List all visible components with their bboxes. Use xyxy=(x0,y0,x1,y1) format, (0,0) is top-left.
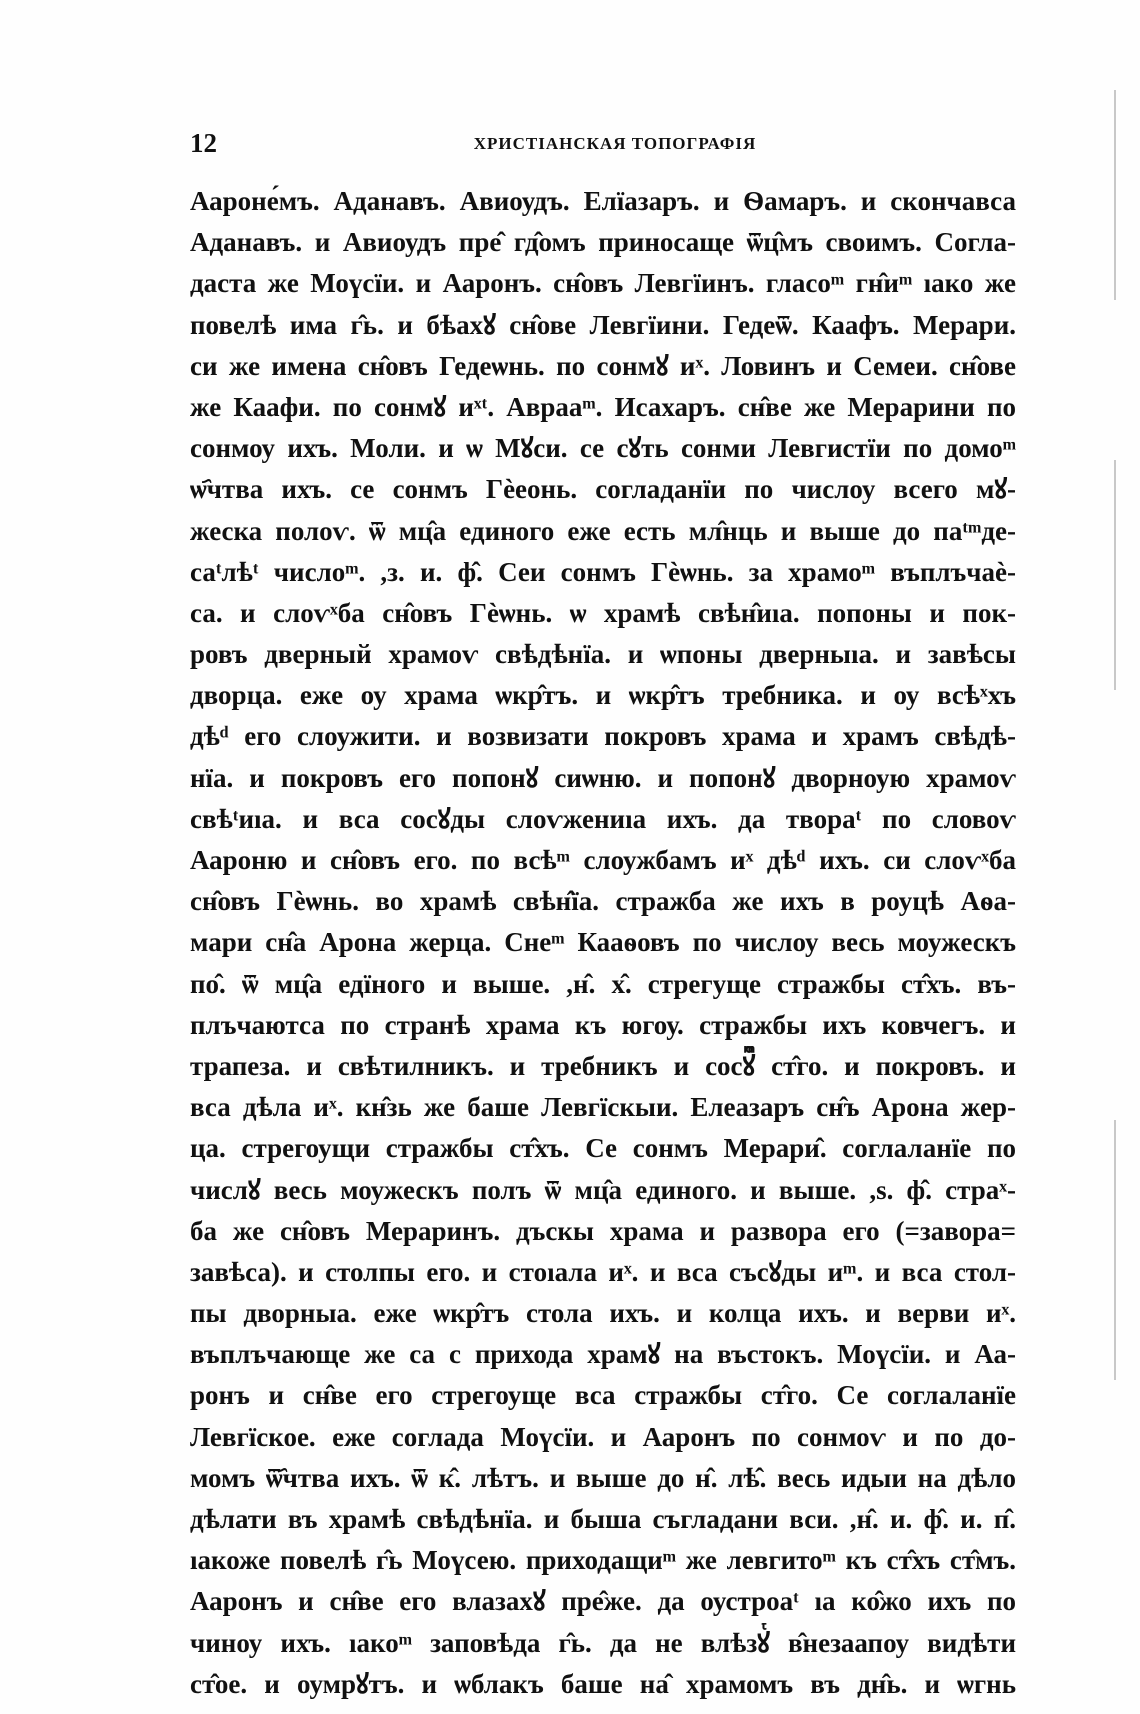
text-line: ровъ дверный храмоѵ свѣдѣнїа. и ѡпоны дверныıа. и завѣсы xyxy=(190,639,1016,670)
text-line: Ааронъ и сн̂ве его влазахꙋ пре̂же. да оустроа͏ͭ ıа ко̂жо ихъ по xyxy=(190,1586,1016,1617)
text-line: дворца. еже оу храма ѡкр̂тъ. и ѡкр̂тъ требника. и оу всѣ͏ͯхъ xyxy=(190,680,1016,711)
text-line: ронъ и сн̂ве его стрегоуще вса стражбы ст̂го. Се соглаланїе xyxy=(190,1380,1016,1411)
text-line: даста же Моүсїи. и Ааронъ. сн̂овъ Левгїинъ. гласо͏ͫ гн̂иͫ ıако же xyxy=(190,268,1016,299)
text-line: Аароне́мъ. Аданавъ. Авиоудъ. Елїазаръ. и Ѳамаръ. и скончавса xyxy=(190,186,1016,216)
text-line: чиноу ихъ. ıако͏ͫ заповѣда г̂ь. да не влѣзꙋ͏ͭ в̂незаапоу видѣти xyxy=(190,1627,1016,1658)
running-title: ХРИСТІАНСКАЯ ТОПОГРАФІЯ xyxy=(473,134,757,153)
text-line: ѡ҄чтва ихъ. се сонмъ Гѐеонь. согладанїи по числоу всего мꙋ- xyxy=(190,474,1016,505)
page-number: 12 xyxy=(190,128,217,158)
text-line: свѣ͏ͭиıа. и вса сосꙋды слоѵжениıа ихъ. да твора͏ͭ по словоѵ xyxy=(190,803,1016,834)
text-line: нїа. и покровъ его попонꙋ сиѡню. и попонꙋ дворноую храмоѵ xyxy=(190,762,1016,793)
text-line: по̂. ѿ мц̂а едїного и выше. ,н̂. х̂. стрегуще стражбы ст̂хъ. въ- xyxy=(190,968,1016,999)
text-line: ıакоже повелѣ г̂ь Моүсею. приходащи͏ͫ же левгито͏ͫ къ ст̂хъ ст̂мъ. xyxy=(190,1545,1016,1576)
text-line: сн̂овъ Гѐѡнь. во храмѣ свѣн̂їа. стражба же ихъ в роуцѣ Аѳа- xyxy=(190,886,1016,917)
text-line: сонмоу ихъ. Моли. и ѡ Мꙋси. се сꙋть сонми Левгистїи по домо͏ͫ xyxy=(190,433,1016,464)
text-line: ст̂ое. и оумрꙋтъ. и ѡблакъ баше на̂ храмомъ въ дн̂ь. и ѡгнь xyxy=(190,1668,1016,1699)
text-line: дѣ͏ͩ его слоужити. и возвизати покровъ храма и храмъ свѣдѣ- xyxy=(190,721,1016,752)
text-line: си же имена сн̂овъ Гедеѡнь. по сонмꙋ и͏ͯ. Ловинъ и Семеи. сн̂ове xyxy=(190,350,1016,381)
text-line: Левгїское. еже соглада Моүсїи. и Ааронъ по сонмоѵ и по до- xyxy=(190,1421,1016,1452)
text-line: жеска полоѵ. ѿ мц̂а единого еже есть мл̂нць и выше до па͏ͭͫде- xyxy=(190,515,1016,546)
text-line: трапеза. и свѣтилникъ. и требникъ и сосꙋ͏ͩͫ ст̂го. и покровъ. и xyxy=(190,1050,1016,1081)
text-line: са. и слоѵ͏ͯба сн̂овъ Гѐѡнь. ѡ храмѣ свѣн̂иıа. попоны и пок- xyxy=(190,597,1016,628)
text-line: вса дѣла и͏ͯ. кн̂зь же баше Левгїскыи. Елеазаръ сн̂ъ Арона жер- xyxy=(190,1092,1016,1123)
page-edge-line xyxy=(1114,460,1116,690)
page-edge-line xyxy=(1114,90,1116,300)
text-line: ба же сн̂овъ Мераринъ. дъскы храма и развора его (=завора= xyxy=(190,1215,1016,1246)
text-line: мари сн̂а Арона жерца. Сне͏ͫ Кааѳовъ по числоу весь моужескъ xyxy=(190,927,1016,958)
text-line: Аароню и сн̂овъ его. по всѣ͏ͫ слоужбамъ и͏ͯ дѣ͏ͩ ихъ. си слоѵ͏ͯба xyxy=(190,845,1016,875)
text-line: пы дворныа. еже ѡкр̂тъ стола ихъ. и колца ихъ. и верви и͏ͯ. xyxy=(190,1298,1016,1329)
text-line: са͏ͭлѣ͏ͭ число͏ͫ. ,з. и. ф̂. Сеи сонмъ Гѐѡнь. за храмо͏ͫ въплъчаѐ- xyxy=(190,556,1016,587)
text-line: завѣса). и столпы его. и стоıала и͏ͯ. и вса съсꙋды и͏ͫ. и вса стол- xyxy=(190,1256,1016,1287)
text-line: повелѣ има г̂ь. и бѣахꙋ сн̂ове Левгїини. Гедеѿ. Каафъ. Мерари. xyxy=(190,309,1016,340)
text-line: числꙋ весь моужескъ полъ ѿ мц̂а единого. и выше. ,ѕ. ф̂. стра͏ͯ- xyxy=(190,1174,1016,1205)
body-text xyxy=(190,181,1016,1705)
text-line: ца. стрегоущи стражбы ст̂хъ. Се сонмъ Мерари̂. соглаланїе по xyxy=(190,1133,1016,1164)
page-header xyxy=(190,128,1010,168)
text-line: момъ ѿ҄чтва ихъ. ѿ к̂. лѣтъ. и выше до н̂. лѣ̂. весь идыи на дѣло xyxy=(190,1462,1016,1493)
page-edge-line xyxy=(1114,1120,1116,1380)
text-line: плъчаютса по странѣ храма къ югоу. стражбы ихъ ковчегъ. и xyxy=(190,1009,1016,1040)
text-line: же Каафи. по сонмꙋ и͏ͯͭ. Авраа͏ͫ. Исахаръ. сн̂ве же Мерарини по xyxy=(190,391,1016,422)
text-line: дѣлати въ храмѣ свѣдѣнїа. и быша съгладани вси. ,н̂. и. ф̂. и. п̂. xyxy=(190,1504,1016,1534)
text-line: Аданавъ. и Авиоудъ пре̂ гд̂омъ приносаще ѿц̂мъ своимъ. Согла- xyxy=(190,227,1016,258)
text-line: въплъчающе же са с прихода храмꙋ на въстокъ. Моүсїи. и Аа- xyxy=(190,1339,1016,1370)
